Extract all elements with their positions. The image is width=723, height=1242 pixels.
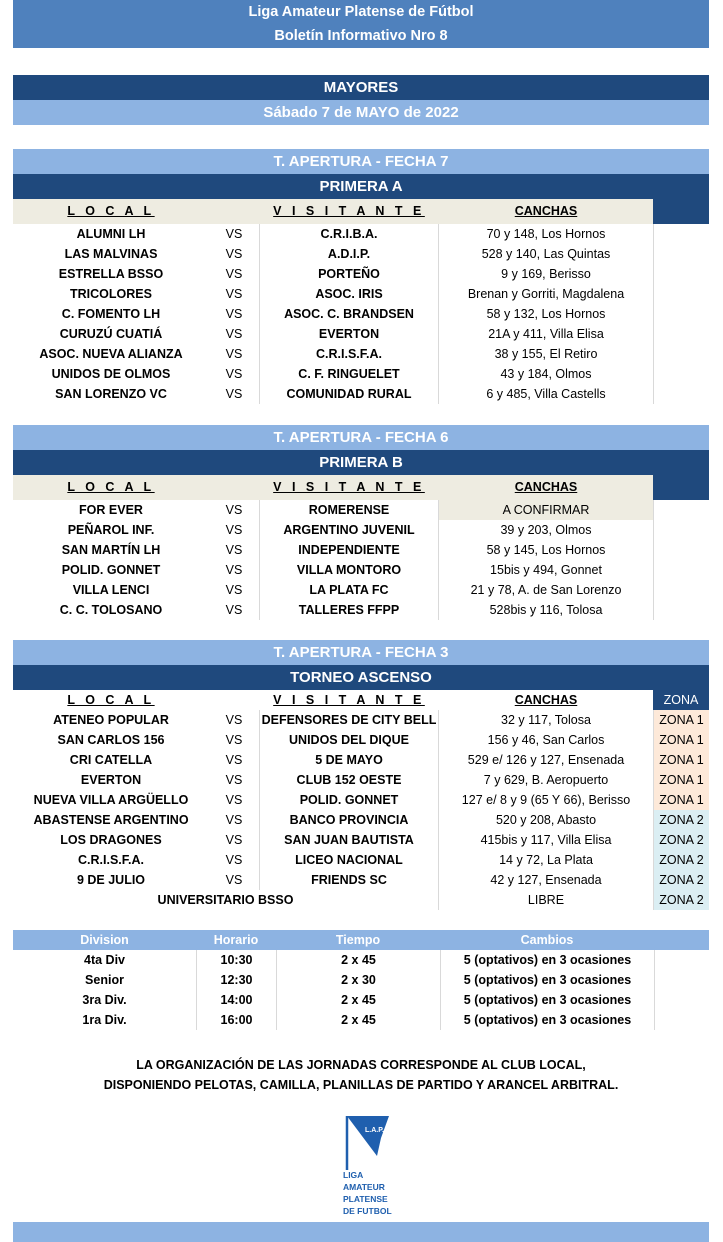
table-row	[13, 264, 709, 284]
empty-cell	[653, 580, 709, 600]
vs-label: VS	[225, 853, 243, 867]
primera-b-fecha: T. APERTURA - FECHA 6	[13, 425, 709, 450]
vs-label: VS	[225, 583, 243, 597]
libre-row	[13, 890, 709, 910]
empty-cell	[653, 244, 709, 264]
visiting-team: ASOC. C. BRANDSEN	[259, 304, 439, 324]
footer-band	[13, 1222, 709, 1242]
logo-line-4: DE FUTBOL	[343, 1206, 392, 1216]
logo-line-3: PLATENSE	[343, 1194, 388, 1204]
match-duration: 2 x 45	[276, 1010, 440, 1030]
zone-badge: ZONA 2	[653, 830, 709, 850]
bulletin-header	[13, 0, 709, 48]
col-canchas: CANCHAS	[439, 199, 653, 224]
vs-label: VS	[225, 793, 243, 807]
venue: 14 y 72, La Plata	[499, 853, 593, 867]
note-line-2: DISPONIENDO PELOTAS, CAMILLA, PLANILLAS DE PARTIDO Y ARANCEL ARBITRAL.	[103, 1078, 619, 1092]
table-row	[13, 520, 709, 540]
local-team: EVERTON	[80, 773, 142, 787]
table-header	[13, 475, 709, 500]
vs-label: VS	[225, 227, 243, 241]
zone-badge: ZONA 2	[653, 870, 709, 890]
venue: 58 y 132, Los Hornos	[486, 307, 606, 321]
venue: 528bis y 116, Tolosa	[489, 603, 603, 617]
vs-label: VS	[225, 543, 243, 557]
local-team: CURUZÚ CUATIÁ	[59, 327, 163, 341]
zone-badge: ZONA 1	[653, 790, 709, 810]
visiting-team: ARGENTINO JUVENIL	[259, 520, 439, 540]
venue: 156 y 46, San Carlos	[487, 733, 605, 747]
vs-label: VS	[225, 327, 243, 341]
venue: 21 y 78, A. de San Lorenzo	[470, 583, 622, 597]
ascenso-table	[13, 690, 709, 910]
vs-label: VS	[225, 367, 243, 381]
visiting-team: TALLERES FFPP	[259, 600, 439, 620]
visiting-team: CLUB 152 OESTE	[259, 770, 439, 790]
libre-team: UNIVERSITARIO BSSO	[13, 890, 439, 910]
substitutions: 5 (optativos) en 3 ocasiones	[440, 970, 654, 990]
col-cambios: Cambios	[520, 933, 574, 947]
col-visitante: V I S I T A N T E	[259, 199, 439, 224]
vs-label: VS	[225, 503, 243, 517]
substitutions: 5 (optativos) en 3 ocasiones	[440, 1010, 654, 1030]
empty-cell	[653, 284, 709, 304]
vs-label: VS	[225, 387, 243, 401]
vs-label: VS	[225, 247, 243, 261]
primera-b-division: PRIMERA B	[13, 450, 709, 475]
schedule-row	[13, 990, 709, 1010]
venue: 520 y 208, Abasto	[495, 813, 597, 827]
table-row	[13, 830, 709, 850]
venue: Brenan y Gorriti, Magdalena	[467, 287, 625, 301]
primera-a-division: PRIMERA A	[13, 174, 709, 199]
local-team: UNIDOS DE OLMOS	[51, 367, 171, 381]
libre-label: LIBRE	[527, 893, 565, 907]
primera-b-rows	[13, 500, 709, 620]
division-name: 4ta Div	[84, 953, 125, 967]
empty-cell	[653, 560, 709, 580]
empty-cell	[654, 970, 709, 990]
table-row	[13, 600, 709, 620]
visiting-team: LICEO NACIONAL	[259, 850, 439, 870]
local-team: SAN CARLOS 156	[57, 733, 165, 747]
venue: 32 y 117, Tolosa	[501, 713, 591, 727]
local-team: TRICOLORES	[70, 287, 152, 301]
table-row	[13, 870, 709, 890]
table-row	[13, 284, 709, 304]
empty-cell	[654, 950, 709, 970]
zone-badge: ZONA 2	[653, 810, 709, 830]
visiting-team: EVERTON	[259, 324, 439, 344]
primera-b-table	[13, 475, 709, 620]
visiting-team: PORTEÑO	[259, 264, 439, 284]
visiting-team: ROMERENSE	[259, 500, 439, 520]
vs-label: VS	[225, 287, 243, 301]
visiting-team: C. F. RINGUELET	[259, 364, 439, 384]
venue: 529 e/ 126 y 127, Ensenada	[467, 753, 625, 767]
table-row	[13, 324, 709, 344]
visiting-team: COMUNIDAD RURAL	[259, 384, 439, 404]
local-team: POLID. GONNET	[61, 563, 161, 577]
local-team: 9 DE JULIO	[76, 873, 146, 887]
venue: 58 y 145, Los Hornos	[486, 543, 606, 557]
col-local: L O C A L	[13, 199, 209, 224]
local-team: LAS MALVINAS	[64, 247, 158, 261]
zone-badge: ZONA 1	[653, 730, 709, 750]
table-row	[13, 540, 709, 560]
venue: 43 y 184, Olmos	[500, 367, 592, 381]
kickoff-time: 14:00	[196, 990, 276, 1010]
empty-cell	[653, 264, 709, 284]
logo-flag-text: L.A.P.	[365, 1127, 384, 1134]
empty-cell	[653, 364, 709, 384]
libre-zona: ZONA 2	[653, 890, 709, 910]
local-team: SAN MARTÍN LH	[61, 543, 161, 557]
vs-label: VS	[225, 347, 243, 361]
zone-badge: ZONA 1	[653, 710, 709, 730]
col-local: L O C A L	[67, 693, 155, 707]
venue: 7 y 629, B. Aeropuerto	[483, 773, 609, 787]
local-team: FOR EVER	[79, 503, 143, 517]
local-team: ABASTENSE ARGENTINO	[33, 813, 189, 827]
venue: 39 y 203, Olmos	[500, 523, 592, 537]
local-team: C. FOMENTO LH	[61, 307, 161, 321]
bulletin-number: Boletín Informativo Nro 8	[274, 28, 448, 44]
visiting-team: DEFENSORES DE CITY BELL	[259, 710, 439, 730]
ascenso-division: TORNEO ASCENSO	[13, 665, 709, 690]
venue: 70 y 148, Los Hornos	[486, 227, 606, 241]
col-tiempo: Tiempo	[335, 933, 381, 947]
local-team: NUEVA VILLA ARGÜELLO	[33, 793, 189, 807]
schedule-table	[13, 930, 709, 1030]
table-row	[13, 790, 709, 810]
kickoff-time: 10:30	[196, 950, 276, 970]
match-duration: 2 x 45	[276, 950, 440, 970]
zone-badge: ZONA 1	[653, 750, 709, 770]
vs-label: VS	[225, 563, 243, 577]
col-zona: ZONA	[653, 690, 709, 710]
venue: 415bis y 117, Villa Elisa	[480, 833, 612, 847]
division-name: Senior	[85, 973, 124, 987]
empty-cell	[653, 324, 709, 344]
table-row	[13, 770, 709, 790]
vs-label: VS	[225, 773, 243, 787]
table-row	[13, 730, 709, 750]
schedule-row	[13, 1010, 709, 1030]
col-visitante: V I S I T A N T E	[259, 475, 439, 500]
col-local: L O C A L	[13, 475, 209, 500]
table-header	[13, 199, 709, 224]
local-team: ESTRELLA BSSO	[58, 267, 164, 281]
primera-a-table	[13, 199, 709, 404]
empty-cell	[653, 500, 709, 520]
col-horario: Horario	[213, 933, 259, 947]
local-team: ATENEO POPULAR	[53, 713, 169, 727]
visiting-team: A.D.I.P.	[259, 244, 439, 264]
flag-icon	[337, 1112, 407, 1222]
local-team: ALUMNI LH	[76, 227, 146, 241]
visiting-team: POLID. GONNET	[259, 790, 439, 810]
substitutions: 5 (optativos) en 3 ocasiones	[440, 990, 654, 1010]
venue: 127 e/ 8 y 9 (65 Y 66), Berisso	[461, 793, 631, 807]
venue: 38 y 155, El Retiro	[494, 347, 598, 361]
local-team: C.R.I.S.F.A.	[78, 853, 144, 867]
zone-badge: ZONA 1	[653, 770, 709, 790]
kickoff-time: 12:30	[196, 970, 276, 990]
local-team: CRI CATELLA	[69, 753, 153, 767]
empty-cell	[653, 224, 709, 244]
venue: A CONFIRMAR	[439, 500, 653, 520]
visiting-team: UNIDOS DEL DIQUE	[259, 730, 439, 750]
vs-label: VS	[225, 813, 243, 827]
empty-cell	[653, 384, 709, 404]
venue: 21A y 411, Villa Elisa	[488, 327, 604, 341]
visiting-team: BANCO PROVINCIA	[259, 810, 439, 830]
table-row	[13, 224, 709, 244]
organization-note	[13, 1055, 709, 1095]
kickoff-time: 16:00	[196, 1010, 276, 1030]
empty-cell	[653, 304, 709, 324]
note-line-1: LA ORGANIZACIÓN DE LAS JORNADAS CORRESPONDE AL CLUB LOCAL,	[136, 1058, 586, 1072]
empty-cell	[653, 540, 709, 560]
col-visitante: V I S I T A N T E	[273, 693, 425, 707]
table-row	[13, 810, 709, 830]
table-row	[13, 750, 709, 770]
venue: 528 y 140, Las Quintas	[481, 247, 611, 261]
visiting-team: 5 DE MAYO	[259, 750, 439, 770]
table-row	[13, 384, 709, 404]
visiting-team: LA PLATA FC	[259, 580, 439, 600]
schedule-rows	[13, 950, 709, 1030]
primera-a-rows	[13, 224, 709, 404]
zone-badge: ZONA 2	[653, 850, 709, 870]
visiting-team: FRIENDS SC	[259, 870, 439, 890]
visiting-team: C.R.I.S.F.A.	[259, 344, 439, 364]
table-row	[13, 710, 709, 730]
empty-cell	[653, 520, 709, 540]
col-canchas: CANCHAS	[439, 475, 653, 500]
logo-line-1: LIGA	[343, 1170, 364, 1180]
division-name: 3ra Div.	[82, 993, 127, 1007]
local-team: LOS DRAGONES	[60, 833, 162, 847]
match-duration: 2 x 30	[276, 970, 440, 990]
vs-label: VS	[225, 733, 243, 747]
venue: 9 y 169, Berisso	[501, 267, 591, 281]
local-team: C. C. TOLOSANO	[59, 603, 163, 617]
table-row	[13, 304, 709, 324]
col-canchas: CANCHAS	[514, 693, 578, 707]
ascenso-rows	[13, 710, 709, 890]
venue: 15bis y 494, Gonnet	[490, 563, 602, 577]
local-team: SAN LORENZO VC	[55, 387, 167, 401]
table-row	[13, 850, 709, 870]
table-header	[13, 690, 709, 710]
visiting-team: INDEPENDIENTE	[259, 540, 439, 560]
table-row	[13, 344, 709, 364]
vs-label: VS	[225, 523, 243, 537]
vs-label: VS	[225, 713, 243, 727]
vs-label: VS	[225, 267, 243, 281]
schedule-header	[13, 930, 709, 950]
empty-cell	[654, 990, 709, 1010]
match-date: Sábado 7 de MAYO de 2022	[13, 100, 709, 125]
vs-label: VS	[225, 307, 243, 321]
table-row	[13, 364, 709, 384]
visiting-team: VILLA MONTORO	[259, 560, 439, 580]
venue: 42 y 127, Ensenada	[490, 873, 602, 887]
vs-label: VS	[225, 873, 243, 887]
venue: 6 y 485, Villa Castells	[486, 387, 606, 401]
local-team: VILLA LENCI	[72, 583, 150, 597]
empty-cell	[653, 344, 709, 364]
category-title: MAYORES	[13, 75, 709, 100]
ascenso-fecha: T. APERTURA - FECHA 3	[13, 640, 709, 665]
vs-label: VS	[225, 753, 243, 767]
local-team: PEÑAROL INF.	[67, 523, 155, 537]
visiting-team: ASOC. IRIS	[259, 284, 439, 304]
empty-cell	[654, 1010, 709, 1030]
vs-label: VS	[225, 603, 243, 617]
table-row	[13, 560, 709, 580]
league-logo	[337, 1112, 407, 1222]
schedule-row	[13, 970, 709, 990]
substitutions: 5 (optativos) en 3 ocasiones	[440, 950, 654, 970]
empty-cell	[653, 600, 709, 620]
division-name: 1ra Div.	[82, 1013, 127, 1027]
league-name: Liga Amateur Platense de Fútbol	[248, 4, 474, 20]
schedule-row	[13, 950, 709, 970]
table-row	[13, 580, 709, 600]
primera-a-fecha: T. APERTURA - FECHA 7	[13, 149, 709, 174]
match-duration: 2 x 45	[276, 990, 440, 1010]
visiting-team: SAN JUAN BAUTISTA	[259, 830, 439, 850]
local-team: ASOC. NUEVA ALIANZA	[39, 347, 183, 361]
logo-line-2: AMATEUR	[343, 1182, 385, 1192]
visiting-team: C.R.I.B.A.	[259, 224, 439, 244]
table-row	[13, 500, 709, 520]
vs-label: VS	[225, 833, 243, 847]
table-row	[13, 244, 709, 264]
col-division: Division	[80, 933, 129, 947]
